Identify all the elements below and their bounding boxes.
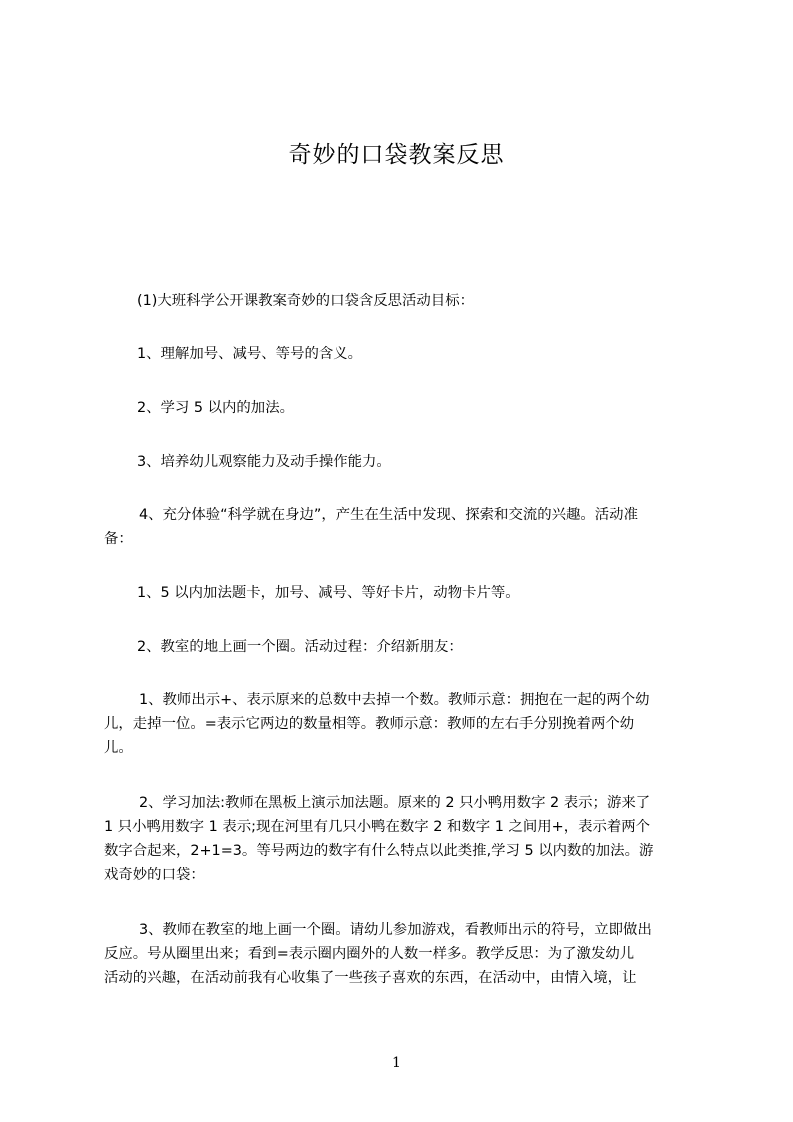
paragraph-line: (1)大班科学公开课教案奇妙的口袋含反思活动目标： bbox=[137, 293, 474, 309]
paragraph-line: 备： bbox=[104, 531, 133, 547]
paragraph-line: 反应。号从圈里出来；看到=表示圈内圈外的人数一样多。教学反思：为了激发幼儿 bbox=[104, 946, 635, 962]
paragraph-line: 儿。 bbox=[104, 740, 133, 756]
paragraph-line: 1、教师出示+、表示原来的总数中去掉一个数。教师示意：拥抱在一起的两个幼 bbox=[139, 692, 650, 708]
paragraph-line: 戏奇妙的口袋： bbox=[104, 867, 205, 883]
paragraph-line: 2、学习加法:教师在黑板上演示加法题。原来的 2 只小鸭用数字 2 表示；游来了 bbox=[139, 795, 651, 811]
paragraph-line: 1、理解加号、减号、等号的含义。 bbox=[137, 346, 363, 362]
page-number: 1 bbox=[392, 1055, 401, 1071]
paragraph-line: 2、教室的地上画一个圈。活动过程：介绍新朋友： bbox=[137, 639, 463, 655]
paragraph-line: 1、5 以内加法题卡，加号、减号、等好卡片，动物卡片等。 bbox=[137, 585, 520, 601]
paragraph-line: 4、充分体验“科学就在身边”，产生在生活中发现、探索和交流的兴趣。活动准 bbox=[139, 507, 638, 523]
paragraph-line: 3、教师在教室的地上画一个圈。请幼儿参加游戏，看教师出示的符号，立即做出 bbox=[139, 922, 652, 938]
paragraph-line: 儿，走掉一位。=表示它两边的数量相等。教师示意：教师的左右手分别挽着两个幼 bbox=[104, 716, 635, 732]
paragraph-line: 2、学习 5 以内的加法。 bbox=[137, 400, 294, 416]
paragraph-line: 1 只小鸭用数字 1 表示;现在河里有几只小鸭在数字 2 和数字 1 之间用+，表示着两个 bbox=[104, 819, 651, 835]
paragraph-line: 活动的兴趣，在活动前我有心收集了一些孩子喜欢的东西，在活动中，由情入境，让 bbox=[104, 970, 637, 986]
paragraph-line: 数字合起来，2+1=3。等号两边的数字有什么特点以此类推,学习 5 以内数的加法。游 bbox=[104, 843, 654, 859]
paragraph-line: 3、培养幼儿观察能力及动手操作能力。 bbox=[137, 454, 391, 470]
document-title: 奇妙的口袋教案反思 bbox=[288, 142, 505, 168]
